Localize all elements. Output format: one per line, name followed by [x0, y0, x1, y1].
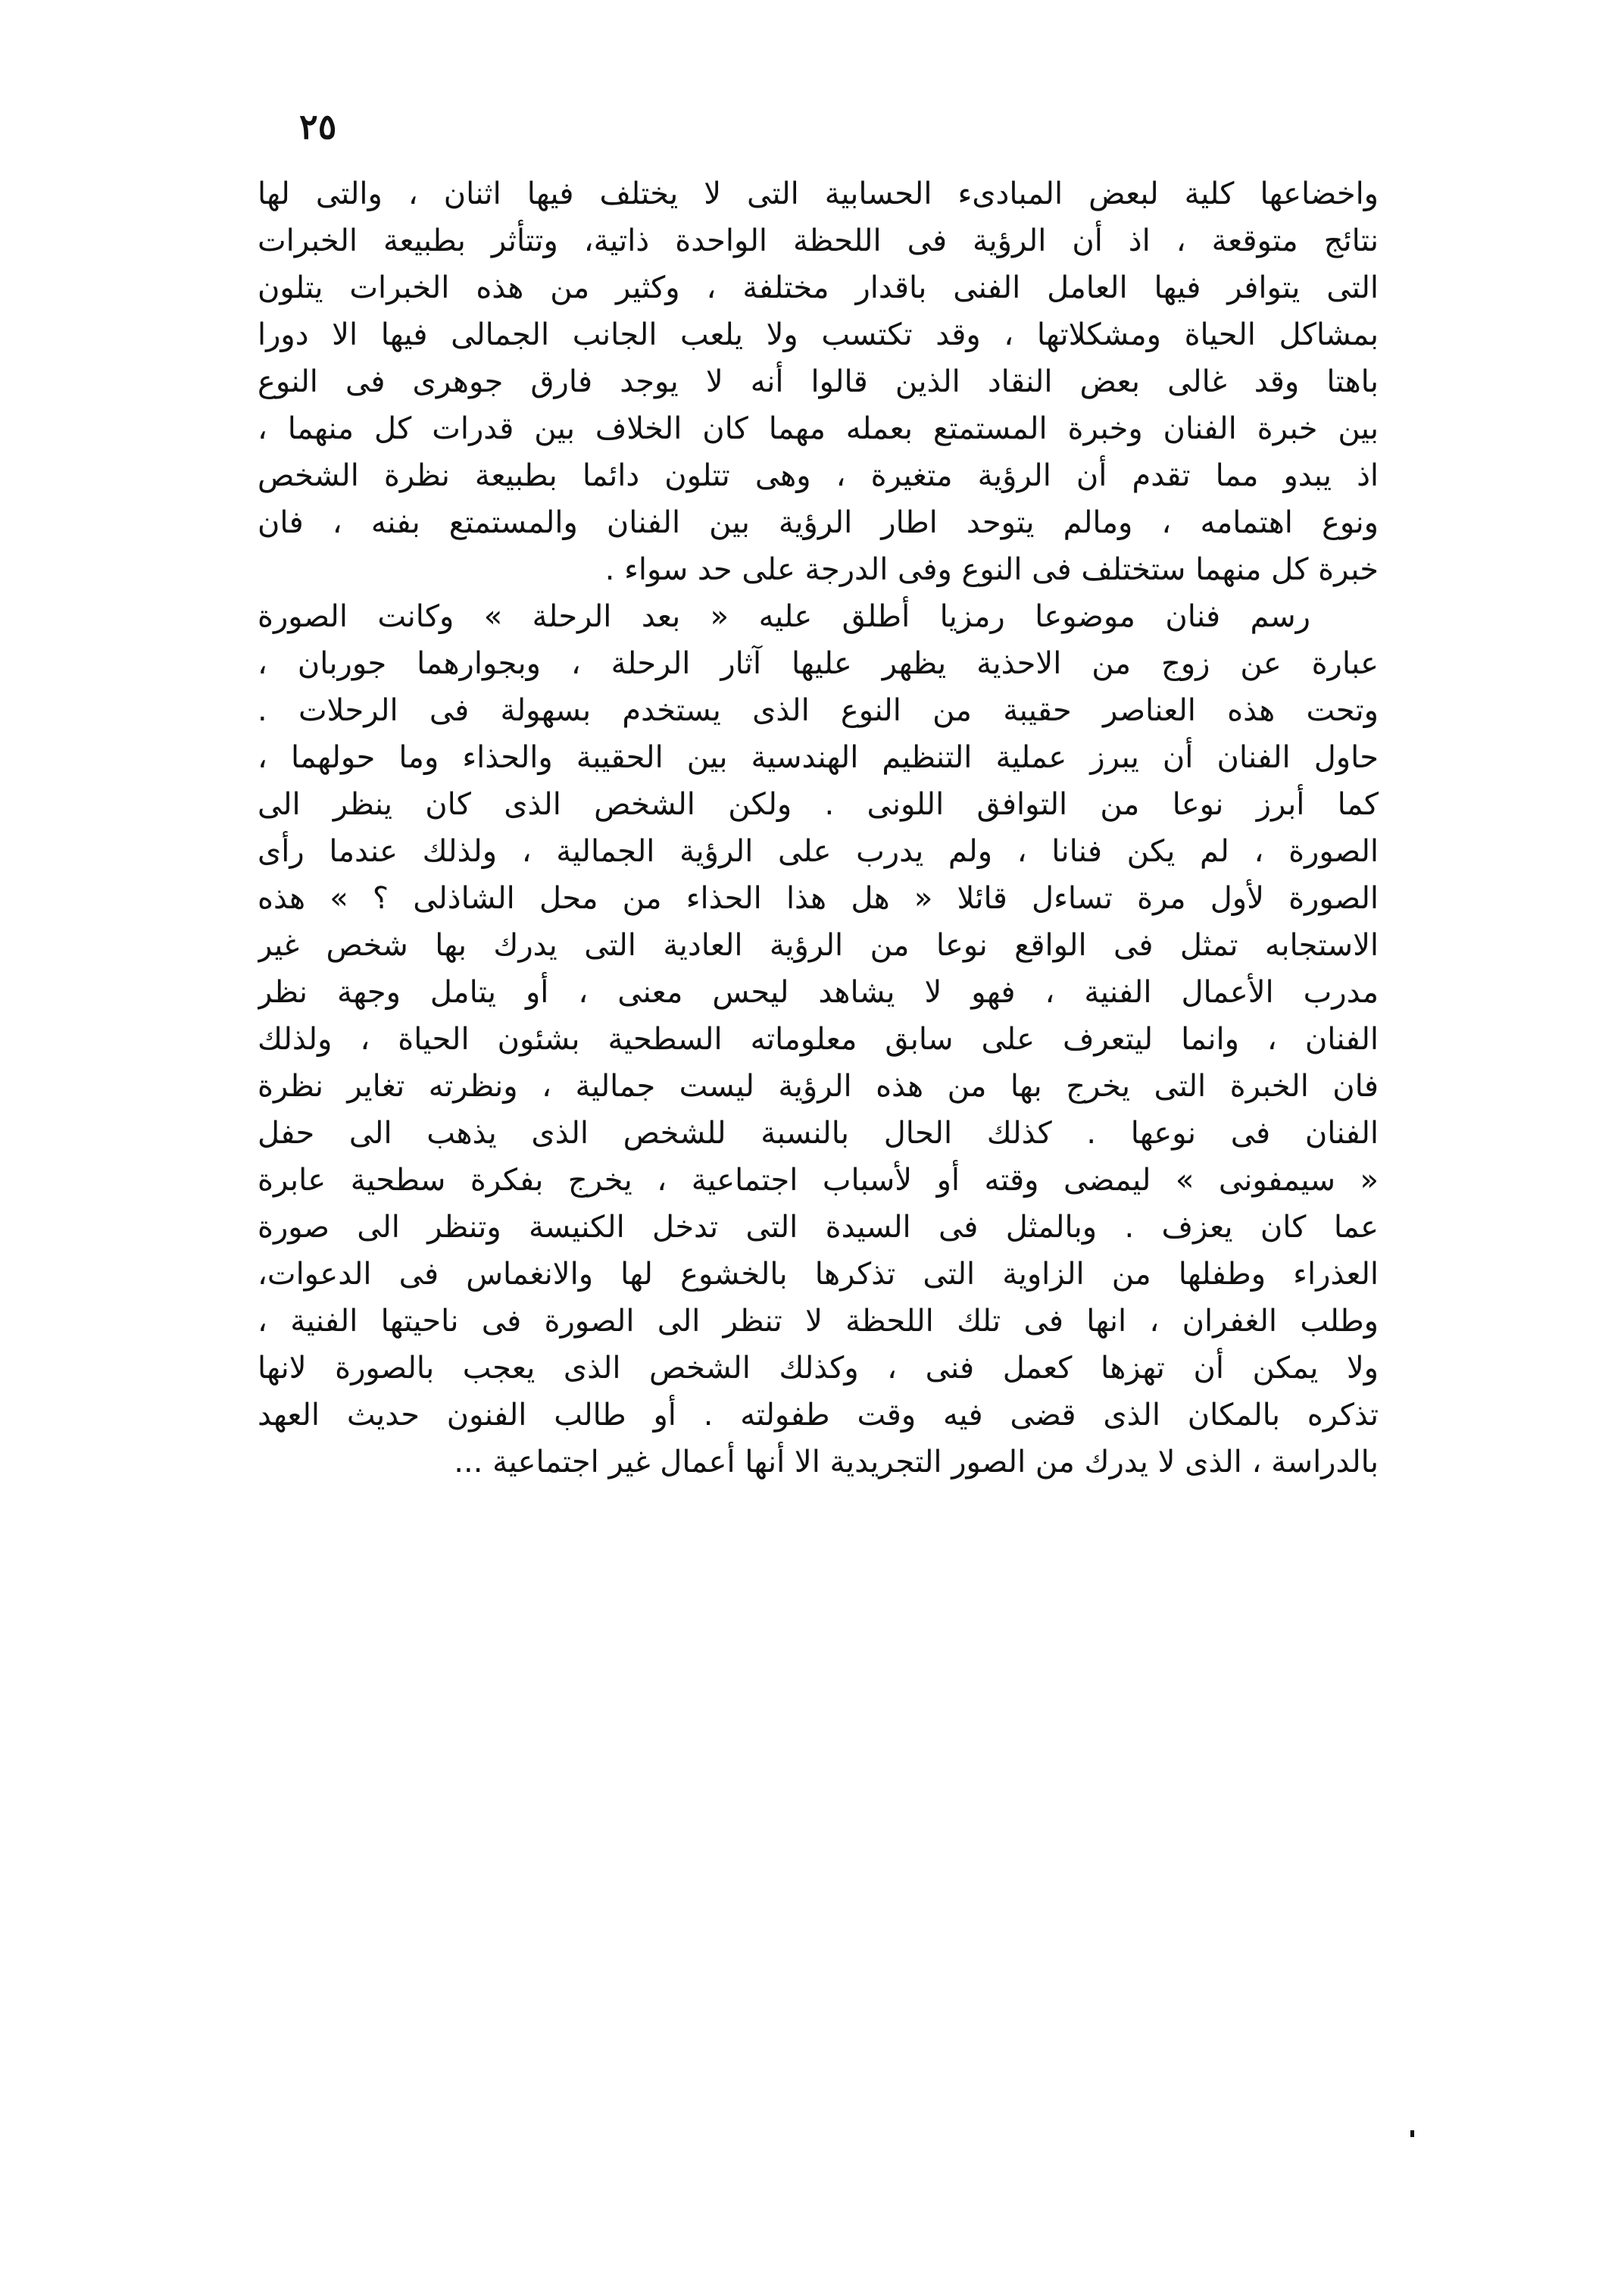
text-line: بالدراسة ، الذى لا يدرك من الصور التجريدية الا أنها أعمال غير اجتماعية ... [454, 1445, 1379, 1480]
text-line: الفنان فى نوعها . كذلك الحال بالنسبة للشخص الذى يذهب الى حفل [258, 1116, 1379, 1151]
text-line: الاستجابه تمثل فى الواقع نوعا من الرؤية العادية التى يدرك بها شخص غير [258, 928, 1379, 963]
text-line: كما أبرز نوعا من التوافق اللونى . ولكن الشخص الذى كان ينظر الى [258, 787, 1379, 822]
text-line: نتائج متوقعة ، اذ أن الرؤية فى اللحظة الواحدة ذاتية، وتتأثر بطبيعة الخبرات [258, 223, 1379, 258]
text-line: بين خبرة الفنان وخبرة المستمتع بعمله مهما كان الخلاف بين قدرات كل منهما ، [258, 411, 1379, 446]
stray-ink-mark [1410, 2130, 1414, 2137]
text-line: الصورة ، لم يكن فنانا ، ولم يدرب على الرؤية الجمالية ، ولذلك عندما رأى [258, 834, 1379, 869]
text-line: فان الخبرة التى يخرج بها من هذه الرؤية ليست جمالية ، ونظرته تغاير نظرة [258, 1069, 1379, 1104]
text-line: « سيمفونى » ليمضى وقته أو لأسباب اجتماعية ، يخرج بفكرة سطحية عابرة [258, 1163, 1379, 1198]
page-number: ٢٥ [299, 106, 337, 147]
text-line: وتحت هذه العناصر حقيبة من النوع الذى يستخدم بسهولة فى الرحلات . [258, 693, 1379, 728]
text-line: رسم فنان موضوعا رمزيا أطلق عليه « بعد الرحلة » وكانت الصورة [258, 599, 1310, 634]
text-line: مدرب الأعمال الفنية ، فهو لا يشاهد ليحس معنى ، أو يتامل وجهة نظر [258, 975, 1379, 1010]
text-line: ونوع اهتمامه ، ومالم يتوحد اطار الرؤية بين الفنان والمستمتع بفنه ، فان [258, 505, 1379, 540]
text-line: عما كان يعزف . وبالمثل فى السيدة التى تدخل الكنيسة وتنظر الى صورة [258, 1210, 1379, 1245]
text-line: تذكره بالمكان الذى قضى فيه وقت طفولته . أو طالب الفنون حديث العهد [258, 1398, 1379, 1433]
text-line: اذ يبدو مما تقدم أن الرؤية متغيرة ، وهى تتلون دائما بطبيعة نظرة الشخص [258, 458, 1379, 493]
text-line: بمشاكل الحياة ومشكلاتها ، وقد تكتسب ولا يلعب الجانب الجمالى فيها الا دورا [258, 317, 1379, 352]
text-line: الصورة لأول مرة تساءل قائلا « هل هذا الحذاء من محل الشاذلى ؟ » هذه [258, 881, 1379, 916]
page-body [258, 170, 1379, 1486]
text-line: التى يتوافر فيها العامل الفنى باقدار مختلفة ، وكثير من هذه الخبرات يتلون [258, 270, 1379, 305]
text-line: خبرة كل منهما ستختلف فى النوع وفى الدرجة على حد سواء . [604, 552, 1379, 587]
text-line: وطلب الغفران ، انها فى تلك اللحظة لا تنظر الى الصورة فى ناحيتها الفنية ، [258, 1304, 1379, 1339]
text-line: العذراء وطفلها من الزاوية التى تذكرها بالخشوع لها والانغماس فى الدعوات، [258, 1257, 1379, 1292]
text-line: الفنان ، وانما ليتعرف على سابق معلوماته السطحية بشئون الحياة ، ولذلك [258, 1022, 1379, 1057]
text-line: باهتا وقد غالى بعض النقاد الذين قالوا أنه لا يوجد فارق جوهرى فى النوع [258, 364, 1379, 399]
text-line: عبارة عن زوج من الاحذية يظهر عليها آثار الرحلة ، وبجوارهما جوربان ، [258, 646, 1379, 681]
text-line: واخضاعها كلية لبعض المبادىء الحسابية التى لا يختلف فيها اثنان ، والتى لها [258, 177, 1379, 211]
text-line: حاول الفنان أن يبرز عملية التنظيم الهندسية بين الحقيبة والحذاء وما حولهما ، [258, 740, 1379, 775]
text-line: ولا يمكن أن تهزها كعمل فنى ، وكذلك الشخص الذى يعجب بالصورة لانها [258, 1351, 1379, 1386]
